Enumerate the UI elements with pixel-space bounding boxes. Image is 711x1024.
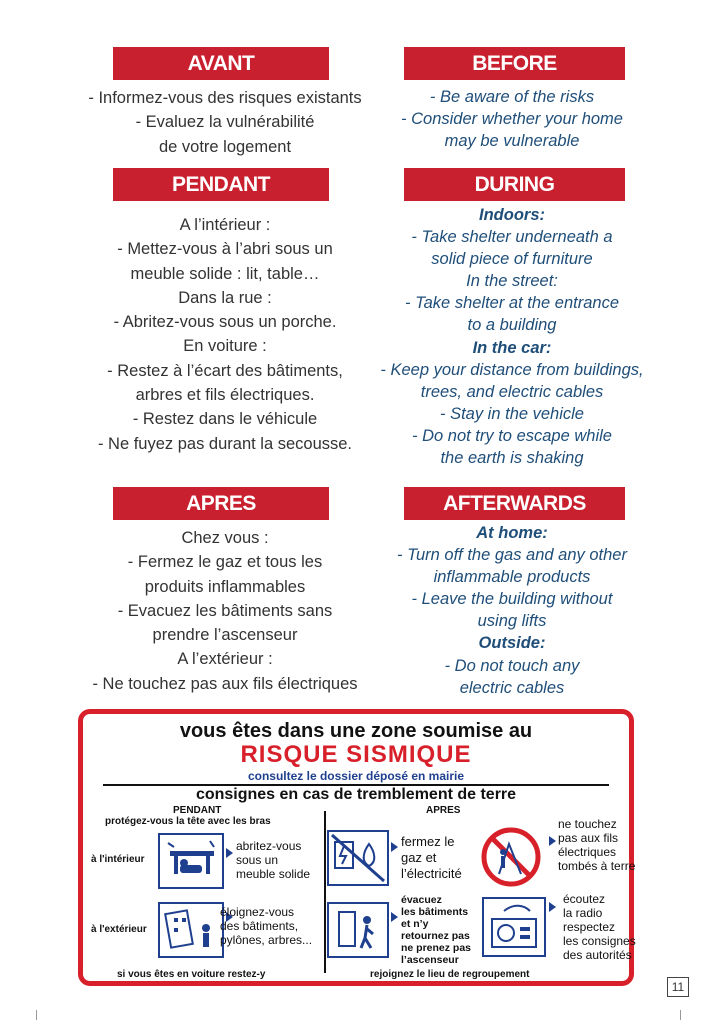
fr-line: - Informez-vous des risques existants bbox=[88, 89, 362, 107]
en-subheading: In the car: bbox=[472, 338, 552, 357]
evacuate-building-icon bbox=[327, 902, 389, 958]
falling-building-icon bbox=[158, 902, 224, 958]
sign-touchez-text bbox=[558, 817, 635, 873]
en-subheading: Outside: bbox=[478, 634, 546, 653]
sign-column-divider bbox=[324, 811, 326, 973]
fr-line: - Ne fuyez pas durant la secousse. bbox=[97, 434, 353, 453]
arrow-icon bbox=[391, 912, 398, 922]
en-subheading: Indoors: bbox=[479, 206, 545, 224]
arrow-icon bbox=[391, 842, 398, 852]
sign-line: ne touchez bbox=[558, 817, 617, 831]
en-line: electric cables bbox=[459, 678, 565, 697]
seismic-risk-sign bbox=[78, 709, 634, 986]
sign-line: et n’y bbox=[401, 918, 429, 930]
sign-line: l’ascenseur bbox=[401, 954, 459, 966]
sign-zone-line: vous êtes dans une zone soumise au bbox=[179, 720, 533, 742]
arrow-icon bbox=[226, 848, 233, 858]
before-header: BEFORE bbox=[404, 47, 625, 80]
sign-apres-label: APRES bbox=[426, 805, 461, 816]
sign-line: fermez le bbox=[401, 834, 455, 849]
en-line: - Consider whether your home bbox=[401, 110, 623, 129]
fr-line: produits inflammables bbox=[144, 577, 306, 596]
en-line: to a building bbox=[467, 316, 557, 335]
sign-line: sous un bbox=[236, 853, 279, 867]
fr-line: - Restez dans le véhicule bbox=[132, 410, 318, 429]
sign-exterieur-label: à l'extérieur bbox=[91, 924, 147, 935]
en-line: solid piece of furniture bbox=[431, 250, 593, 269]
sign-line: tombés à terre bbox=[558, 859, 636, 873]
fr-line: - Mettez-vous à l’abri sous un bbox=[117, 240, 333, 259]
sign-pendant-sub: protégez-vous la tête avec les bras bbox=[105, 816, 271, 827]
fr-line: meuble solide : lit, table… bbox=[130, 264, 320, 283]
en-line: - Turn off the gas and any other bbox=[397, 546, 627, 565]
shelter-under-table-icon bbox=[158, 833, 224, 889]
fr-line: A l’extérieur : bbox=[177, 650, 273, 669]
sign-line: pas aux fils bbox=[558, 831, 619, 845]
sign-line: pylônes, arbres... bbox=[220, 933, 313, 947]
en-line: - Leave the building without bbox=[411, 590, 613, 609]
en-line: - Take shelter underneath a bbox=[411, 228, 613, 247]
en-line: In the street: bbox=[466, 272, 558, 291]
fr-line: - Evacuez les bâtiments sans bbox=[117, 601, 333, 620]
afterwards-text bbox=[362, 522, 662, 699]
sign-line: les consignes bbox=[563, 934, 636, 948]
pendant-text bbox=[70, 213, 380, 456]
afterwards-header: AFTERWARDS bbox=[404, 487, 625, 520]
fr-line: arbres et fils électriques. bbox=[135, 386, 315, 405]
crop-mark bbox=[36, 1010, 37, 1020]
fr-line: A l’intérieur : bbox=[179, 216, 271, 234]
no-touch-cables-icon bbox=[479, 826, 543, 888]
en-subheading: At home: bbox=[476, 524, 548, 542]
sign-line: la radio bbox=[563, 906, 603, 920]
fr-line: Chez vous : bbox=[181, 529, 269, 547]
sign-line: ne prenez pas bbox=[401, 942, 472, 954]
apres-header: APRES bbox=[113, 487, 329, 520]
sign-interieur-label: à l'intérieur bbox=[91, 854, 145, 865]
sign-line: les bâtiments bbox=[401, 906, 469, 918]
sign-line: électriques bbox=[558, 845, 617, 859]
gas-electricity-off-icon bbox=[327, 830, 389, 886]
sign-line: éloignez-vous bbox=[220, 905, 295, 919]
fr-line: Dans la rue : bbox=[178, 288, 272, 307]
en-line: inflammable products bbox=[433, 568, 591, 587]
during-header: DURING bbox=[404, 168, 625, 201]
sign-line: l’électricité bbox=[401, 866, 462, 881]
radio-icon bbox=[482, 897, 546, 957]
crop-mark bbox=[680, 1010, 681, 1020]
fr-line: En voiture : bbox=[183, 337, 267, 356]
sign-instructions-title: consignes en cas de tremblement de terre bbox=[195, 786, 517, 803]
sign-line: retournez pas bbox=[401, 930, 470, 942]
fr-line: - Evaluez la vulnérabilité bbox=[135, 113, 315, 132]
en-line: - Do not try to escape while bbox=[412, 426, 612, 445]
en-line: using lifts bbox=[477, 612, 547, 631]
sign-line: gaz et bbox=[401, 850, 437, 865]
en-line: may be vulnerable bbox=[444, 132, 580, 151]
fr-line: - Abritez-vous sous un porche. bbox=[113, 313, 337, 332]
fr-line: - Restez à l’écart des bâtiments, bbox=[107, 361, 343, 380]
en-line: - Stay in the vehicle bbox=[440, 404, 584, 423]
pendant-header: PENDANT bbox=[113, 168, 329, 201]
en-line: trees, and electric cables bbox=[420, 382, 604, 401]
sign-risk-title: RISQUE SISMIQUE bbox=[240, 741, 472, 768]
apres-text bbox=[70, 526, 380, 696]
arrow-icon bbox=[549, 902, 556, 912]
avant-header: AVANT bbox=[113, 47, 329, 80]
sign-evacuez-text bbox=[401, 894, 471, 966]
en-line: - Be aware of the risks bbox=[429, 88, 595, 106]
sign-line: évacuez bbox=[401, 894, 442, 906]
en-line: - Do not touch any bbox=[444, 656, 580, 675]
sign-line: abritez-vous bbox=[236, 839, 302, 853]
sign-fermez-text bbox=[401, 834, 462, 882]
before-text bbox=[362, 86, 662, 152]
sign-line: meuble solide bbox=[236, 867, 311, 881]
sign-line: des autorités bbox=[563, 948, 632, 962]
page-number: 11 bbox=[667, 977, 689, 997]
sign-line: des bâtiments, bbox=[220, 919, 299, 933]
fr-line: prendre l’ascenseur bbox=[152, 626, 298, 645]
during-text bbox=[362, 204, 662, 469]
fr-line: de votre logement bbox=[158, 137, 292, 156]
fr-line: - Fermez le gaz et tous les bbox=[127, 553, 323, 572]
sign-ecoutez-text bbox=[563, 892, 636, 962]
sign-line: écoutez bbox=[563, 892, 606, 906]
en-line: - Take shelter at the entrance bbox=[404, 294, 620, 313]
sign-abritez-text bbox=[236, 839, 310, 881]
en-line: the earth is shaking bbox=[440, 449, 584, 468]
sign-line: respectez bbox=[563, 920, 616, 934]
sign-pendant-label: PENDANT bbox=[173, 805, 222, 816]
sign-regroupement-text: rejoignez le lieu de regroupement bbox=[370, 969, 530, 980]
arrow-icon bbox=[549, 836, 556, 846]
sign-voiture-text: si vous êtes en voiture restez-y bbox=[117, 969, 266, 980]
en-line: - Keep your distance from buildings, bbox=[380, 360, 644, 379]
fr-line: - Ne touchez pas aux fils électriques bbox=[92, 674, 358, 693]
sign-eloignez-text bbox=[220, 905, 312, 947]
avant-text bbox=[70, 86, 380, 159]
sign-consult-line: consultez le dossier déposé en mairie bbox=[247, 769, 465, 783]
